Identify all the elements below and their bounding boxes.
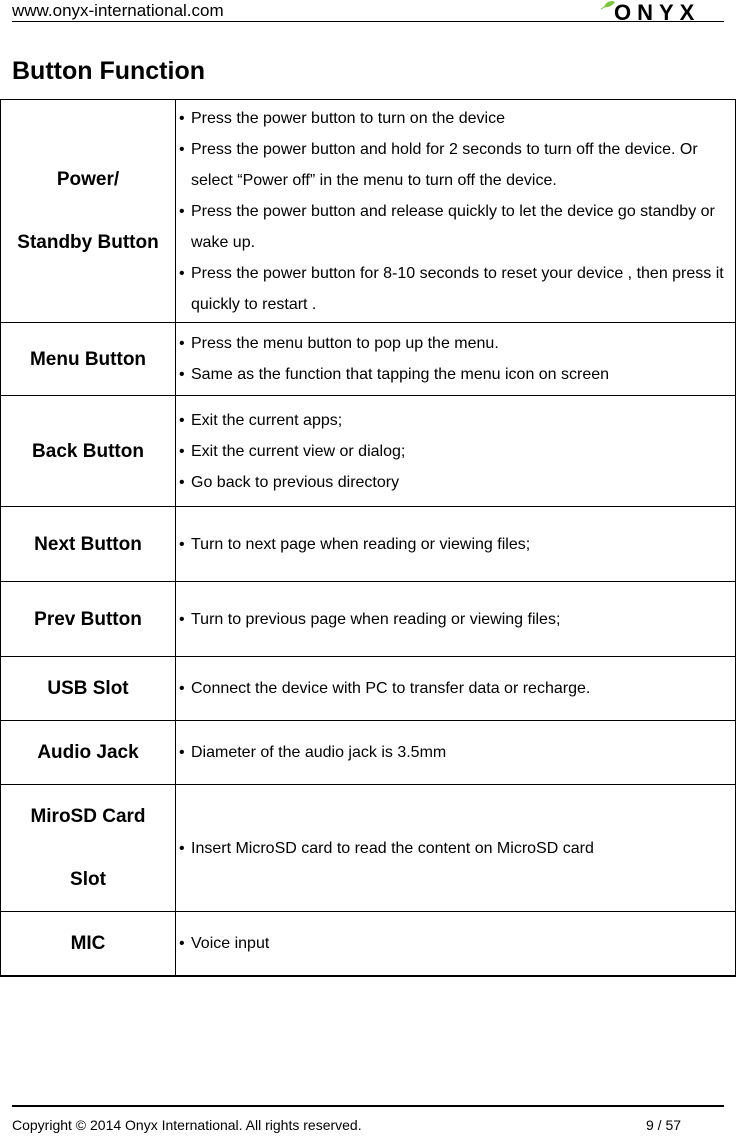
- table-row: [1, 323, 736, 396]
- button-name-line: Next Button: [34, 533, 142, 555]
- bullet-list: [178, 103, 735, 320]
- leaf-icon: [601, 1, 615, 9]
- onyx-logo: [598, 0, 724, 22]
- bullet-item: • Exit the current view or dialog;: [178, 436, 735, 467]
- button-name-line: Audio Jack: [37, 742, 139, 763]
- function-description-cell: [176, 721, 736, 785]
- bullet-item: • Exit the current apps;: [178, 405, 735, 436]
- footer-page-number: 9 / 57: [646, 1117, 682, 1133]
- button-function-table: [0, 99, 736, 977]
- table-row: [1, 657, 736, 721]
- button-name-cell: [1, 100, 176, 323]
- button-name-cell: [1, 323, 176, 396]
- bullet-item: • Press the menu button to pop up the menu.: [178, 328, 735, 359]
- function-description-cell: [176, 785, 736, 912]
- button-name-cell: [1, 657, 176, 721]
- button-name-line: Slot: [70, 869, 106, 890]
- bullet-item: • Press the power button and release quickly to let the device go standby or wake up.: [178, 196, 735, 258]
- bullet-list: [178, 673, 735, 704]
- bullet-list: [178, 833, 735, 864]
- button-name-cell: [1, 582, 176, 657]
- function-description-cell: [176, 657, 736, 721]
- bullet-item: • Press the power button for 8-10 seconds to reset your device , then press it quickly to restart .: [178, 258, 735, 320]
- bullet-list: [178, 405, 735, 498]
- footer-copyright: Copyright © 2014 Onyx International. All rights reserved.: [12, 1117, 362, 1133]
- bullet-list: [178, 529, 735, 560]
- bullet-list: [178, 737, 735, 768]
- table-row: [1, 507, 736, 582]
- bullet-item: • Turn to next page when reading or viewing files;: [178, 529, 735, 560]
- button-name-line: Menu Button: [29, 348, 147, 370]
- table-row: [1, 582, 736, 657]
- header-url: www.onyx-international.com: [12, 1, 224, 20]
- bullet-item: • Same as the function that tapping the menu icon on screen: [178, 359, 735, 390]
- footer-rule: [12, 1105, 724, 1107]
- table-row: [1, 721, 736, 785]
- header-rule: [12, 21, 724, 22]
- function-description-cell: [176, 396, 736, 507]
- bullet-item: • Press the power button and hold for 2 seconds to turn off the device. Or select “Power off” in the menu to turn off the device.: [178, 134, 735, 196]
- bullet-item: • Turn to previous page when reading or viewing files;: [178, 604, 735, 635]
- function-description-cell: [176, 912, 736, 977]
- button-name-line: MIC: [70, 933, 106, 954]
- button-name-line: MiroSD Card: [30, 806, 146, 827]
- function-description-cell: [176, 323, 736, 396]
- button-name-line: USB Slot: [47, 678, 129, 699]
- button-name-cell: [1, 396, 176, 507]
- button-name-line: Back Button: [32, 440, 144, 462]
- button-name-cell: [1, 912, 176, 977]
- table-row: [1, 100, 736, 323]
- bullet-item: • Diameter of the audio jack is 3.5mm: [178, 737, 735, 768]
- button-name-line: Prev Button: [34, 608, 142, 630]
- bullet-item: • Go back to previous directory: [178, 467, 735, 498]
- bullet-item: • Voice input: [178, 928, 735, 959]
- bullet-item: • Connect the device with PC to transfer data or recharge.: [178, 673, 735, 704]
- function-description-cell: [176, 100, 736, 323]
- logo-text: ONYX: [614, 0, 701, 22]
- button-name-line: Power/: [56, 169, 120, 190]
- bullet-item: • Press the power button to turn on the device: [178, 103, 735, 134]
- function-description-cell: [176, 582, 736, 657]
- button-name-cell: [1, 785, 176, 912]
- table-row: [1, 785, 736, 912]
- button-name-cell: [1, 507, 176, 582]
- bullet-item: • Insert MicroSD card to read the content on MicroSD card: [178, 833, 735, 864]
- bullet-list: [178, 328, 735, 390]
- button-name-cell: [1, 721, 176, 785]
- table-row: [1, 396, 736, 507]
- page-title: Button Function: [12, 57, 205, 85]
- function-description-cell: [176, 507, 736, 582]
- bullet-list: [178, 604, 735, 635]
- table-row: [1, 912, 736, 977]
- bullet-list: [178, 928, 735, 959]
- button-name-line: Standby Button: [17, 232, 159, 253]
